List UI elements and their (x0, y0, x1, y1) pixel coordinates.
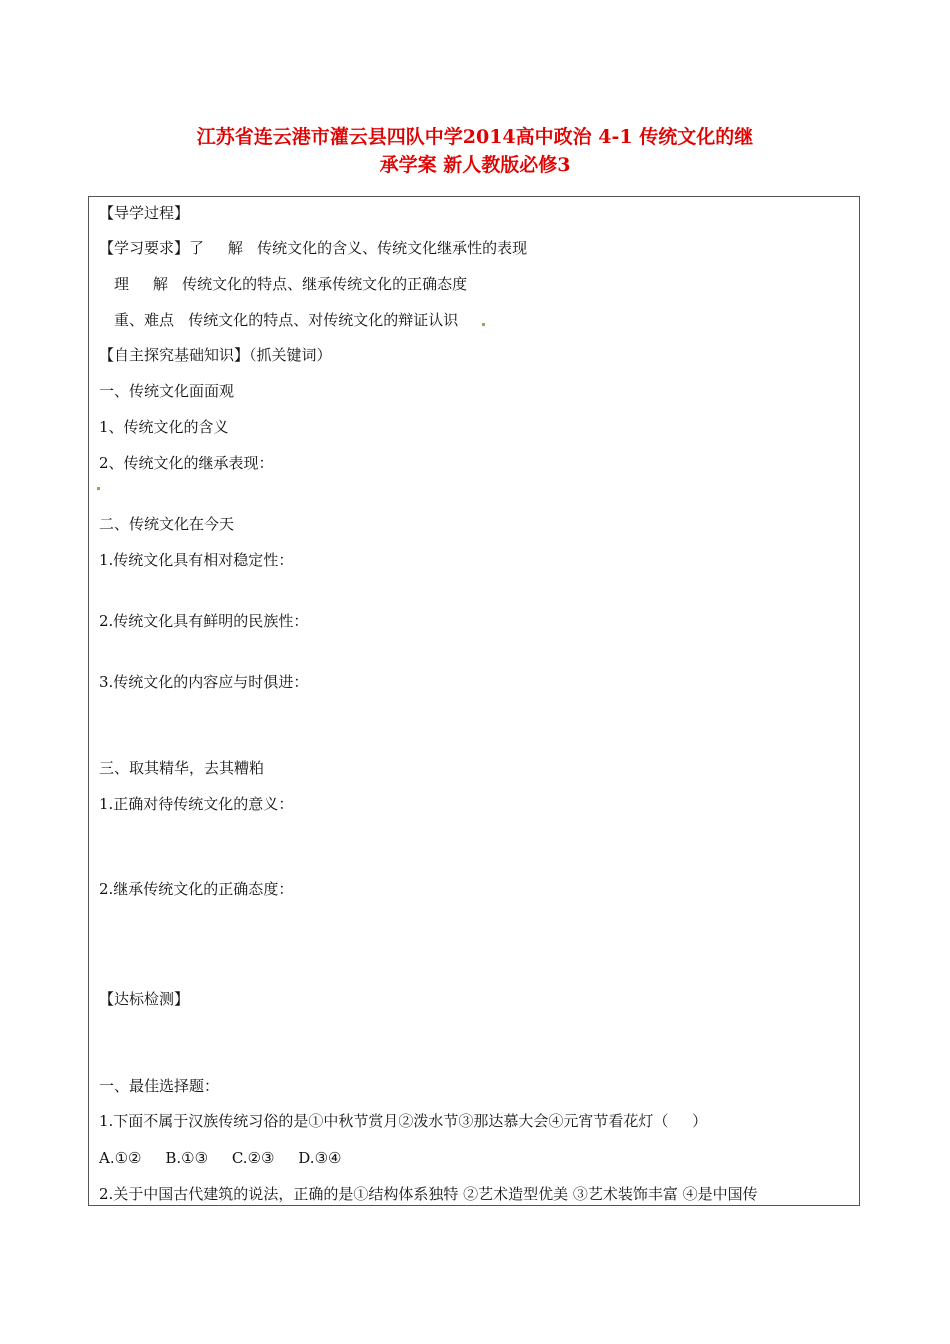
question-2: 2.关于中国古代建筑的说法，正确的是①结构体系独特 ②艺术造型优美 ③艺术装饰丰富 ④是中国传 (99, 1185, 758, 1203)
section-2-heading: 二、传统文化在今天 (99, 515, 235, 533)
section-1-item-2: 2、传统文化的继承表现： (99, 454, 274, 472)
section-2-item-3: 3.传统文化的内容应与时俱进： (99, 673, 309, 691)
learning-requirement-1: 【学习要求】了 解 传统文化的含义、传统文化继承性的表现 (99, 239, 528, 257)
test-heading: 【达标检测】 (99, 990, 190, 1008)
speck-mark (97, 487, 100, 490)
section-3-item-1: 1.正确对待传统文化的意义： (99, 795, 294, 813)
learning-requirement-3: 重、难点 传统文化的特点、对传统文化的辩证认识 (114, 311, 459, 329)
section-1-item-1: 1、传统文化的含义 (99, 418, 229, 436)
learning-requirement-2: 理 解 传统文化的特点、继承传统文化的正确态度 (114, 275, 468, 293)
question-1: 1.下面不属于汉族传统习俗的是①中秋节赏月②泼水节③那达慕大会④元宵节看花灯（ ） (99, 1112, 708, 1130)
section-2-item-2: 2.传统文化具有鲜明的民族性： (99, 612, 309, 630)
explore-heading: 【自主探究基础知识】（抓关键词） (99, 346, 332, 364)
document-title-line-2: 承学案 新人教版必修3 (379, 154, 571, 176)
section-2-item-1: 1.传统文化具有相对稳定性： (99, 551, 294, 569)
question-1-options: A.①② B.①③ C.②③ D.③④ (99, 1149, 342, 1167)
speck-mark (482, 323, 485, 326)
section-1-heading: 一、传统文化面面观 (99, 382, 235, 400)
section-3-item-2: 2.继承传统文化的正确态度： (99, 880, 294, 898)
section-3-heading: 三、取其精华，去其糟粕 (99, 759, 265, 777)
guide-heading: 【导学过程】 (99, 204, 190, 222)
multiple-choice-heading: 一、最佳选择题： (99, 1077, 220, 1095)
document-title-line-1: 江苏省连云港市灌云县四队中学2014高中政治 4-1 传统文化的继 (196, 126, 754, 148)
